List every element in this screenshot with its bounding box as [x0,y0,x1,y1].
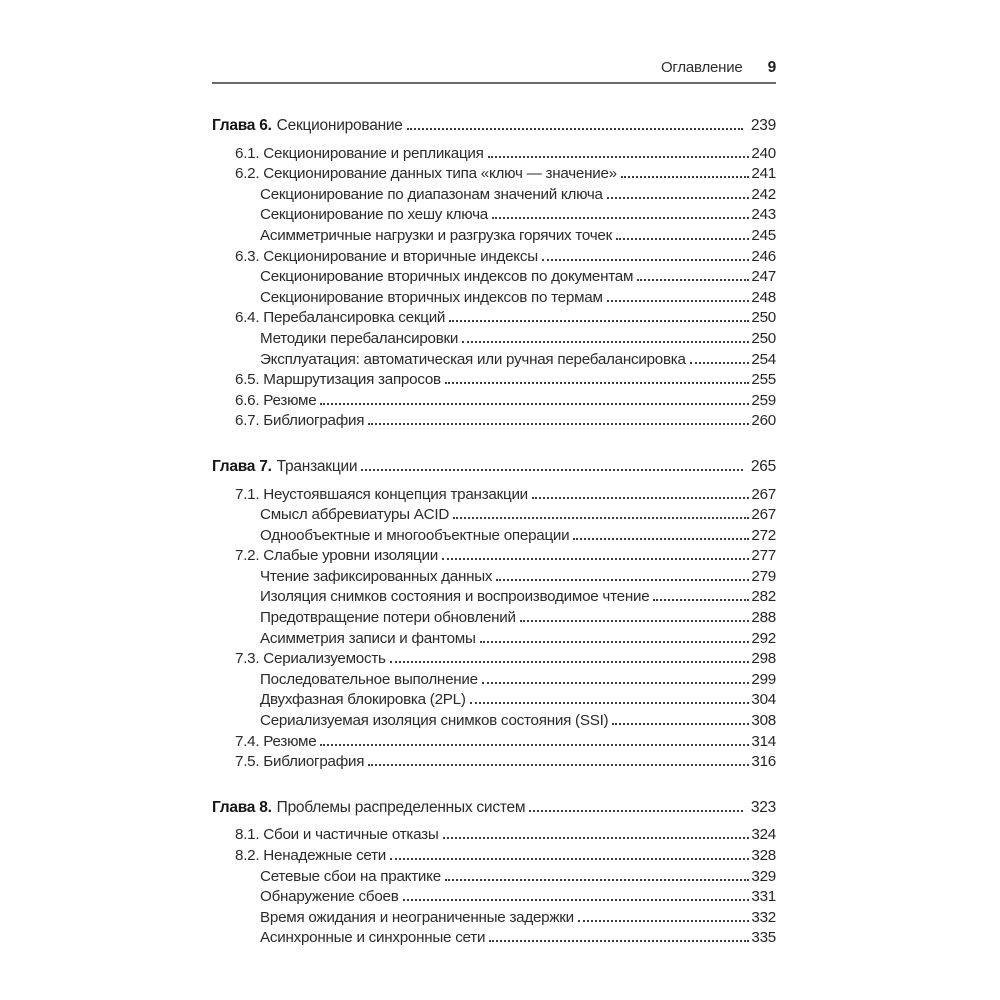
page-content [212,0,776,949]
toc-entry-page: 314 [751,732,776,750]
dot-leader [607,197,750,199]
dot-leader [390,858,749,860]
toc-entry-text: Время ожидания и неограниченные задержки [260,908,574,926]
dot-leader [480,641,750,643]
toc-entry-page: 324 [751,826,776,844]
toc-entry-page: 288 [751,609,776,627]
toc-entry-page: 260 [751,412,776,430]
toc-entry [212,846,776,867]
toc-entry-text: Секционирование вторичных индексов по документам [260,268,634,286]
toc-entry [212,908,776,929]
chapter-heading [212,116,776,137]
dot-leader [390,661,750,663]
dot-leader [612,723,749,725]
toc-entry-page: 292 [751,629,776,647]
toc-entry [212,670,776,691]
toc-entry-page: 332 [751,908,776,926]
toc-entry-page: 243 [751,206,776,224]
dot-leader [653,599,749,601]
dot-leader [449,320,749,322]
toc-entry-page: 308 [751,712,776,730]
chapter-heading [212,457,776,478]
toc-entry-text: Последовательное выполнение [260,670,478,688]
dot-leader [616,238,749,240]
dot-leader [529,810,743,812]
dot-leader [442,558,749,560]
toc-entry [212,370,776,391]
toc-entry-text: Однообъектные и многообъектные операции [260,526,570,544]
toc-entry-text: 8.2. Ненадежные сети [235,847,387,864]
toc-entry [212,350,776,371]
toc-entry [212,887,776,908]
toc-entry-text: 6.4. Перебалансировка секций [235,309,446,327]
toc-entry [212,308,776,329]
header-rule [212,82,776,84]
toc-entry-page: 279 [751,567,776,585]
dot-leader [542,259,750,261]
dot-leader [445,879,749,881]
toc-entry-text: Секционирование по хешу ключа [260,206,488,224]
toc-entry-page: 267 [751,506,776,524]
toc-entry [212,411,776,432]
toc-chapter [212,116,776,432]
dot-leader [320,403,749,405]
dot-leader [462,341,749,343]
toc-entry-text: Асимметричные нагрузки и разгрузка горячих точек [260,226,613,244]
dot-leader [637,279,749,281]
dot-leader [520,620,750,622]
chapter-label: Глава 7. [212,457,272,475]
toc-entry [212,928,776,949]
toc-entry [212,608,776,629]
toc-entry [212,732,776,753]
toc-entry-text: 7.2. Слабые уровни изоляции [235,547,438,565]
toc-entry-text: Обнаружение сбоев [260,888,399,906]
toc-entry [212,690,776,711]
dot-leader [368,764,749,766]
toc-entry-page: 304 [751,691,776,709]
toc-entry-text: Секционирование по диапазонам значений ключа [260,185,603,203]
toc-entry [212,164,776,185]
toc-entry [212,485,776,506]
toc-entry-text: Смысл аббревиатуры ACID [260,506,450,524]
toc-entry [212,288,776,309]
chapter-title: Секционирование [276,117,403,134]
toc-entry-page: 267 [751,485,776,503]
dot-leader [496,579,749,581]
chapter-title: Проблемы распределенных систем [276,798,526,816]
dot-leader [361,469,743,471]
toc-entry-page: 329 [751,867,776,885]
toc-entry-text: Асимметрия записи и фантомы [260,629,476,647]
toc-entry-text: 6.7. Библиография [235,412,365,430]
toc-entry-page: 247 [751,268,776,286]
toc-entry [212,649,776,670]
toc-entry-page: 316 [751,753,776,771]
dot-leader [532,497,749,499]
toc-entry [212,144,776,165]
toc-entry [212,226,776,247]
toc-entry-page: 241 [751,165,776,183]
toc-entry [212,505,776,526]
toc-entry-text: 7.1. Неустоявшаяся концепция транзакции [235,485,528,503]
dot-leader [368,423,749,425]
chapter-page-number: 265 [750,457,776,475]
toc-entry-page: 250 [751,329,776,347]
toc-entry-page: 248 [751,288,776,306]
dot-leader [492,217,749,219]
toc-entry-page: 335 [751,929,776,947]
dot-leader [407,128,743,130]
dot-leader [488,156,750,158]
toc-entry-page: 277 [751,547,776,565]
running-head-title: Оглавление [660,59,743,76]
dot-leader [573,538,749,540]
chapter-page-number: 239 [750,117,776,134]
toc-entry-page: 254 [751,350,776,368]
toc-entry-text: 8.1. Сбои и частичные отказы [235,826,439,844]
running-head [212,0,776,78]
toc-entry-text: Сетевые сбои на практике [260,867,441,885]
chapter-heading [212,798,776,819]
running-head-page-number: 9 [767,59,776,76]
toc-entry-text: 6.2. Секционирование данных типа «ключ — значение» [235,165,617,183]
toc-entry-page: 246 [751,247,776,265]
toc-entry-page: 331 [751,888,776,906]
dot-leader [443,837,750,839]
dot-leader [403,899,750,901]
dot-leader [578,920,750,922]
toc-entry-text: 6.3. Секционирование и вторичные индексы [235,247,538,265]
toc-entry [212,867,776,888]
toc-entry-page: 240 [751,144,776,162]
toc-chapter [212,457,776,773]
dot-leader [690,362,750,364]
dot-leader [445,382,750,384]
toc-entry-text: 7.5. Библиография [235,753,365,771]
toc-entry-page: 242 [751,185,776,203]
dot-leader [489,940,749,942]
toc-entry [212,752,776,773]
chapter-label: Глава 6. [212,117,272,134]
toc-entry-page: 250 [751,309,776,327]
toc-entry-text: 7.3. Сериализуемость [235,650,386,668]
toc-entry [212,629,776,650]
toc-entry-text: Изоляция снимков состояния и воспроизводимое чтение [260,588,650,606]
toc-entry [212,329,776,350]
toc-entry-text: Сериализуемая изоляция снимков состояния (SSI) [260,712,609,730]
toc-list [212,116,776,949]
toc-entry-text: Чтение зафиксированных данных [260,567,493,585]
toc-entry-text: Эксплуатация: автоматическая или ручная перебалансировка [260,350,686,368]
chapter-page-number: 323 [750,798,776,816]
toc-entry [212,391,776,412]
toc-entry-text: Асинхронные и синхронные сети [260,929,486,947]
chapter-label: Глава 8. [212,798,272,816]
dot-leader [621,176,750,178]
toc-entry [212,267,776,288]
toc-entry-text: 7.4. Резюме [235,732,317,750]
toc-entry-page: 259 [751,391,776,409]
toc-entry-text: Предотвращение потери обновлений [260,609,516,627]
toc-entry-page: 298 [751,650,776,668]
toc-entry-text: 6.1. Секционирование и репликация [235,144,484,162]
toc-entry-text: Двухфазная блокировка (2PL) [260,691,466,709]
toc-entry [212,247,776,268]
toc-entry-page: 272 [751,526,776,544]
toc-entry [212,825,776,846]
toc-entry [212,185,776,206]
dot-leader [470,702,750,704]
dot-leader [453,517,749,519]
dot-leader [482,682,750,684]
toc-entry-text: 6.6. Резюме [235,391,317,409]
toc-entry-page: 328 [751,847,776,864]
dot-leader [607,300,750,302]
toc-entry-page: 245 [751,226,776,244]
toc-entry [212,567,776,588]
chapter-title: Транзакции [276,457,358,475]
toc-entry-page: 282 [751,588,776,606]
dot-leader [320,744,749,746]
toc-entry [212,711,776,732]
toc-entry [212,587,776,608]
toc-entry-text: 6.5. Маршрутизация запросов [235,371,441,389]
toc-entry-text: Методики перебалансировки [260,329,459,347]
toc-entry-page: 299 [751,670,776,688]
toc-entry-page: 255 [751,371,776,389]
toc-entry [212,526,776,547]
toc-chapter [212,798,776,949]
toc-entry [212,546,776,567]
toc-entry-text: Секционирование вторичных индексов по термам [260,288,603,306]
toc-entry [212,205,776,226]
